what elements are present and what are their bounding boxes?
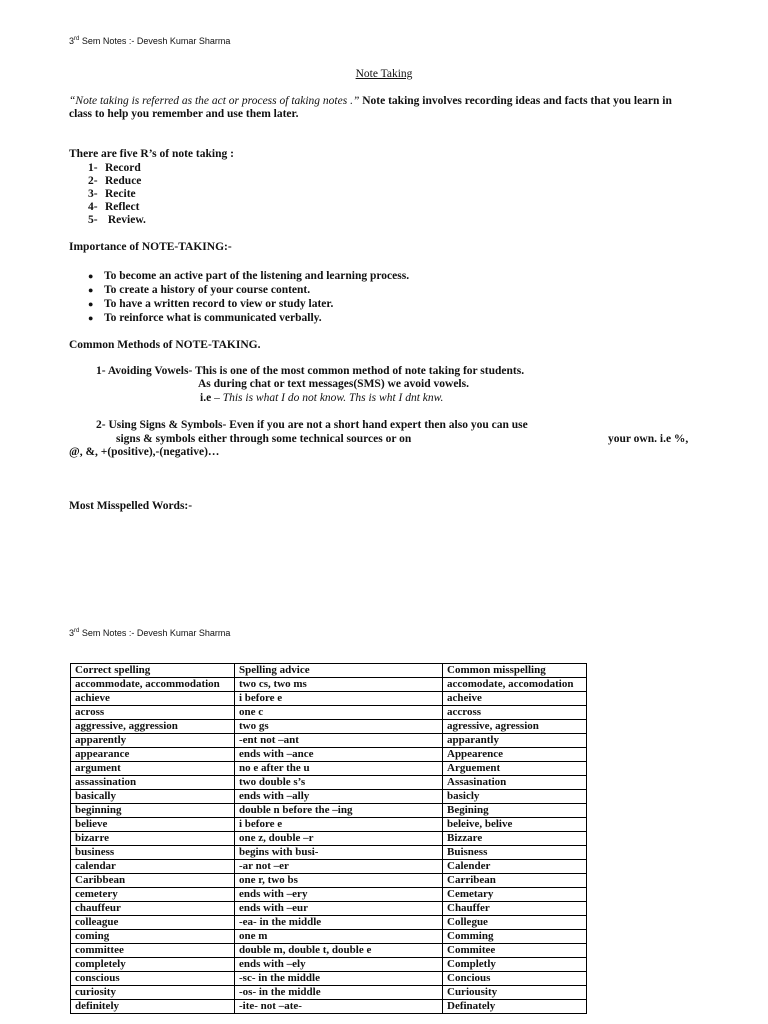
table-row xyxy=(71,944,587,958)
table-row xyxy=(71,748,587,762)
table-cell: bizarre xyxy=(71,832,235,846)
column-header: Spelling advice xyxy=(235,664,443,678)
table-cell: Caribbean xyxy=(71,874,235,888)
table-row xyxy=(71,692,587,706)
page-header: 3rd Sem Notes :- Devesh Kumar Sharma xyxy=(69,628,231,638)
table-cell: Cemetary xyxy=(443,888,587,902)
table-cell: ends with –ery xyxy=(235,888,443,902)
table-cell: one z, double –r xyxy=(235,832,443,846)
table-row xyxy=(71,678,587,692)
table-cell: achieve xyxy=(71,692,235,706)
table-row xyxy=(71,790,587,804)
method-2-line-3: @, &, +(positive),-(negative)… xyxy=(69,446,220,458)
method-2-line-2a: signs & symbols either through some technical sources or on xyxy=(116,433,412,445)
table-cell: Comming xyxy=(443,930,587,944)
table-cell: committee xyxy=(71,944,235,958)
importance-list xyxy=(88,269,409,325)
table-row xyxy=(71,846,587,860)
table-cell: i before e xyxy=(235,818,443,832)
table-cell: ends with –ance xyxy=(235,748,443,762)
table-cell: accomodate, accomodation xyxy=(443,678,587,692)
table-row xyxy=(71,734,587,748)
table-cell: beleive, belive xyxy=(443,818,587,832)
list-item: ● To reinforce what is communicated verbally. xyxy=(88,312,322,324)
table-cell: Definately xyxy=(443,1000,587,1014)
table-cell: Curiousity xyxy=(443,986,587,1000)
table-cell: argument xyxy=(71,762,235,776)
table-cell: begins with busi- xyxy=(235,846,443,860)
list-item: ● To have a written record to view or study later. xyxy=(88,298,334,310)
column-header: Correct spelling xyxy=(71,664,235,678)
table-row xyxy=(71,874,587,888)
table-cell: one c xyxy=(235,706,443,720)
table-cell: calendar xyxy=(71,860,235,874)
table-cell: business xyxy=(71,846,235,860)
list-item: 5- Review. xyxy=(88,214,146,226)
misspelled-words-table xyxy=(70,663,587,1014)
table-cell: Concious xyxy=(443,972,587,986)
table-row xyxy=(71,958,587,972)
table-cell: ends with –ely xyxy=(235,958,443,972)
table-cell: assassination xyxy=(71,776,235,790)
table-row xyxy=(71,916,587,930)
table-row xyxy=(71,832,587,846)
page-title: Note Taking xyxy=(355,68,413,80)
table-cell: two gs xyxy=(235,720,443,734)
table-cell: i before e xyxy=(235,692,443,706)
importance-heading: Importance of NOTE-TAKING:- xyxy=(69,241,232,253)
table-cell: Begining xyxy=(443,804,587,818)
table-cell: chauffeur xyxy=(71,902,235,916)
table-cell: basicly xyxy=(443,790,587,804)
table-cell: Collegue xyxy=(443,916,587,930)
table-cell: cemetery xyxy=(71,888,235,902)
list-item: ● To create a history of your course content. xyxy=(88,284,311,296)
rs-list xyxy=(88,162,146,227)
table-cell: agressive, agression xyxy=(443,720,587,734)
bullet-icon: ● xyxy=(88,313,94,323)
table-cell: Appearence xyxy=(443,748,587,762)
table-cell: curiosity xyxy=(71,986,235,1000)
table-row xyxy=(71,818,587,832)
table-cell: double n before the –ing xyxy=(235,804,443,818)
list-item: ● To become an active part of the listening and learning process. xyxy=(88,270,410,282)
table-cell: ends with –eur xyxy=(235,902,443,916)
table-row xyxy=(71,1000,587,1014)
table-cell: across xyxy=(71,706,235,720)
method-1-line-2: As during chat or text messages(SMS) we avoid vowels. xyxy=(198,378,469,390)
table-row xyxy=(71,902,587,916)
table-cell: Arguement xyxy=(443,762,587,776)
table-cell: accross xyxy=(443,706,587,720)
table-cell: aggressive, aggression xyxy=(71,720,235,734)
table-cell: -os- in the middle xyxy=(235,986,443,1000)
table-cell: -ea- in the middle xyxy=(235,916,443,930)
column-header: Common misspelling xyxy=(443,664,587,678)
table-cell: ends with –ally xyxy=(235,790,443,804)
table-cell: basically xyxy=(71,790,235,804)
table-cell: Carribean xyxy=(443,874,587,888)
intro-line-1: “Note taking is referred as the act or process of taking notes .” Note taking involves recording ideas and facts that you learn in xyxy=(69,95,672,107)
table-row xyxy=(71,860,587,874)
table-row xyxy=(71,930,587,944)
table-cell: Commitee xyxy=(443,944,587,958)
table-cell: one m xyxy=(235,930,443,944)
table-cell: definitely xyxy=(71,1000,235,1014)
table-cell: Completly xyxy=(443,958,587,972)
table-cell: -ent not –ant xyxy=(235,734,443,748)
list-item: 2- Reduce xyxy=(88,175,142,187)
methods-heading: Common Methods of NOTE-TAKING. xyxy=(69,339,261,351)
table-cell: accommodate, accommodation xyxy=(71,678,235,692)
list-item: 4- Reflect xyxy=(88,201,140,213)
table-cell: coming xyxy=(71,930,235,944)
list-item: 3- Recite xyxy=(88,188,136,200)
bullet-icon: ● xyxy=(88,285,94,295)
table-row xyxy=(71,972,587,986)
bullet-icon: ● xyxy=(88,299,94,309)
list-item: 1- Record xyxy=(88,162,141,174)
intro-line-2: class to help you remember and use them later. xyxy=(69,108,299,120)
table-cell: two cs, two ms xyxy=(235,678,443,692)
table-header-row xyxy=(71,664,587,678)
table-cell: one r, two bs xyxy=(235,874,443,888)
method-1-line-1: 1- Avoiding Vowels- This is one of the most common method of note taking for students. xyxy=(96,365,525,377)
table-cell: Bizzare xyxy=(443,832,587,846)
table-cell: conscious xyxy=(71,972,235,986)
bullet-icon: ● xyxy=(88,271,94,281)
table-cell: apparantly xyxy=(443,734,587,748)
table-cell: double m, double t, double e xyxy=(235,944,443,958)
table-cell: two double s’s xyxy=(235,776,443,790)
method-2-line-1: 2- Using Signs & Symbols- Even if you are not a short hand expert then also you can use xyxy=(96,419,528,431)
table-cell: Buisness xyxy=(443,846,587,860)
misspelled-heading: Most Misspelled Words:- xyxy=(69,500,193,512)
rs-heading: There are five R’s of note taking : xyxy=(69,148,234,160)
table-cell: -sc- in the middle xyxy=(235,972,443,986)
table-cell: Assasination xyxy=(443,776,587,790)
table-cell: -ar not –er xyxy=(235,860,443,874)
table-cell: acheive xyxy=(443,692,587,706)
table-row xyxy=(71,762,587,776)
table-row xyxy=(71,804,587,818)
table-cell: apparently xyxy=(71,734,235,748)
table-cell: no e after the u xyxy=(235,762,443,776)
method-2-line-2b: your own. i.e %, xyxy=(608,433,689,445)
table-row xyxy=(71,776,587,790)
table-cell: completely xyxy=(71,958,235,972)
table-cell: believe xyxy=(71,818,235,832)
table-row xyxy=(71,888,587,902)
table-cell: Calender xyxy=(443,860,587,874)
method-1-example: i.e – This is what I do not know. Ths is wht I dnt knw. xyxy=(200,392,444,404)
table-cell: appearance xyxy=(71,748,235,762)
table-row xyxy=(71,986,587,1000)
table-cell: colleague xyxy=(71,916,235,930)
table-cell: -ite- not –ate- xyxy=(235,1000,443,1014)
table-row xyxy=(71,706,587,720)
table-row xyxy=(71,720,587,734)
table-cell: beginning xyxy=(71,804,235,818)
page-header: 3rd Sem Notes :- Devesh Kumar Sharma xyxy=(69,36,231,46)
table-cell: Chauffer xyxy=(443,902,587,916)
